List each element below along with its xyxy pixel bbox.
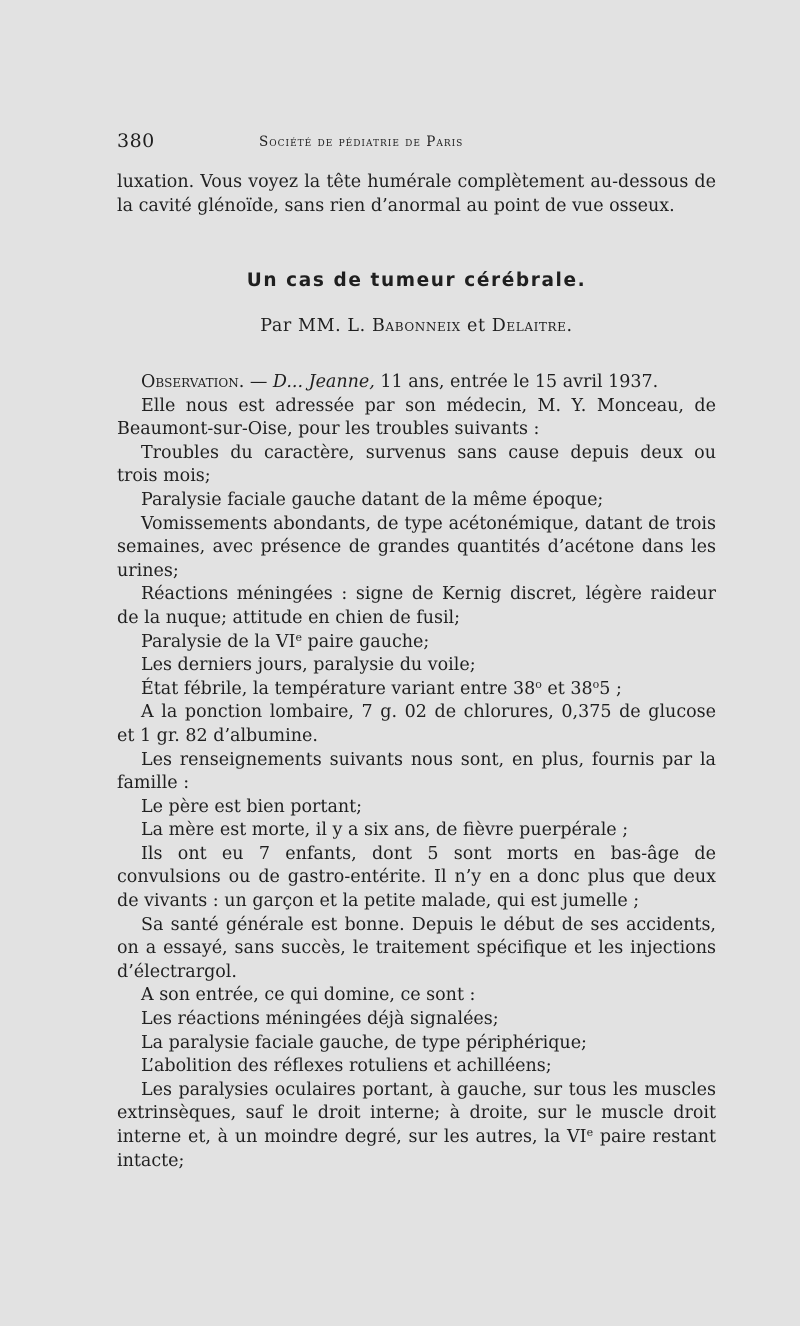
page-number: 380 (117, 130, 155, 152)
text-fragment: Les paralysies oculaires portant, à gauche, sur tous les muscles extrinsèques, sauf le droit interne; à droite, sur le muscle droit interne et, à un moindre degré, sur les autres, la VI (117, 1079, 716, 1147)
paragraph-general-health: Sa santé générale est bonne. Depuis le début de ses accidents, on a essayé, sans succès, le traitement spécifique et les injections d’électrargol. (117, 914, 716, 982)
authors-prefix: Par MM. L. (260, 316, 366, 336)
paragraph-referral: Elle nous est adressée par son médecin, M. Y. Monceau, de Beaumont-sur-Oise, pour les troubles suivants : (117, 395, 716, 440)
superscript: o (592, 677, 600, 691)
observation-heading (117, 371, 716, 395)
superscript: o (535, 677, 542, 691)
article-body (117, 371, 716, 1173)
paragraph-family-info: Les renseignements suivants nous sont, en plus, fournis par la famille : (117, 749, 716, 794)
paragraph-meningeal-signs: Les réactions méningées déjà signalées; (141, 1009, 499, 1030)
paragraph-ocular-paralysis (117, 1079, 716, 1173)
paragraph-sixth-nerve-paralysis (117, 631, 716, 655)
patient-name: D... Jeanne, (272, 372, 375, 392)
paragraph-mother: La mère est morte, il y a six ans, de fièvre puerpérale ; (141, 820, 629, 841)
paragraph-lumbar-puncture: A la ponction lombaire, 7 g. 02 de chlorures, 0,375 de glucose et 1 gr. 82 d’albumine. (117, 702, 716, 746)
paragraph-vomiting: Vomissements abondants, de type acétonémique, datant de trois semaines, avec présence de grandes quantités d’acétone dans les urines; (117, 513, 716, 581)
paragraph-admission: A son entrée, ce qui domine, ce sont : (141, 985, 476, 1006)
paragraph-velum-paralysis: Les derniers jours, paralysie du voile; (141, 655, 476, 676)
superscript: e (295, 630, 302, 644)
text-fragment: et 38 (541, 678, 593, 699)
running-head: Société de pédiatrie de Paris (259, 134, 464, 150)
text-fragment: Paralysie de la VI (141, 631, 296, 652)
paragraph-facial-paralysis: Paralysie faciale gauche datant de la même époque; (141, 489, 604, 510)
paragraph-character-troubles: Troubles du caractère, survenus sans cause depuis deux ou trois mois; (117, 442, 716, 487)
authors-joiner: et (467, 316, 486, 336)
author-babonneix: Babonneix (371, 316, 461, 336)
text-fragment: paire restant intacte; (117, 1127, 716, 1171)
text-fragment: État fébrile, la température variant entre 38 (141, 678, 536, 699)
observation-details: 11 ans, entrée le 15 avril 1937. (374, 372, 659, 392)
author-delaitre: Delaitre. (491, 316, 573, 336)
paragraph-meningeal-reactions: Réactions méningées : signe de Kernig discret, légère raideur de la nuque; attitude en chien de fusil; (117, 584, 716, 628)
observation-dash: — (244, 372, 273, 392)
page-header (117, 130, 567, 154)
article-authors (117, 316, 716, 336)
observation-label: Observation. (141, 372, 245, 392)
paragraph-reflexes: L’abolition des réflexes rotuliens et achilléens; (141, 1056, 552, 1077)
superscript: e (586, 1126, 594, 1139)
paragraph-siblings: Ils ont eu 7 enfants, dont 5 sont morts en bas-âge de convulsions ou de gastro-entérite. Il n’y en a donc plus que deux de vivants : un garçon et la petite malade, qui est jumelle ; (117, 843, 716, 912)
text-fragment: 5 ; (599, 678, 622, 699)
paragraph-peripheral-facial-paralysis: La paralysie faciale gauche, de type périphérique; (141, 1032, 587, 1053)
intro-paragraph: luxation. Vous voyez la tête humérale complètement au-dessous de la cavité glénoïde, sans rien d’anormal au point de vue osseux. (117, 172, 716, 216)
article-title: Un cas de tumeur cérébrale. (246, 270, 587, 291)
text-fragment: paire gauche; (301, 631, 430, 652)
paragraph-father: Le père est bien portant; (141, 796, 363, 817)
paragraph-febrile-state (117, 678, 716, 702)
